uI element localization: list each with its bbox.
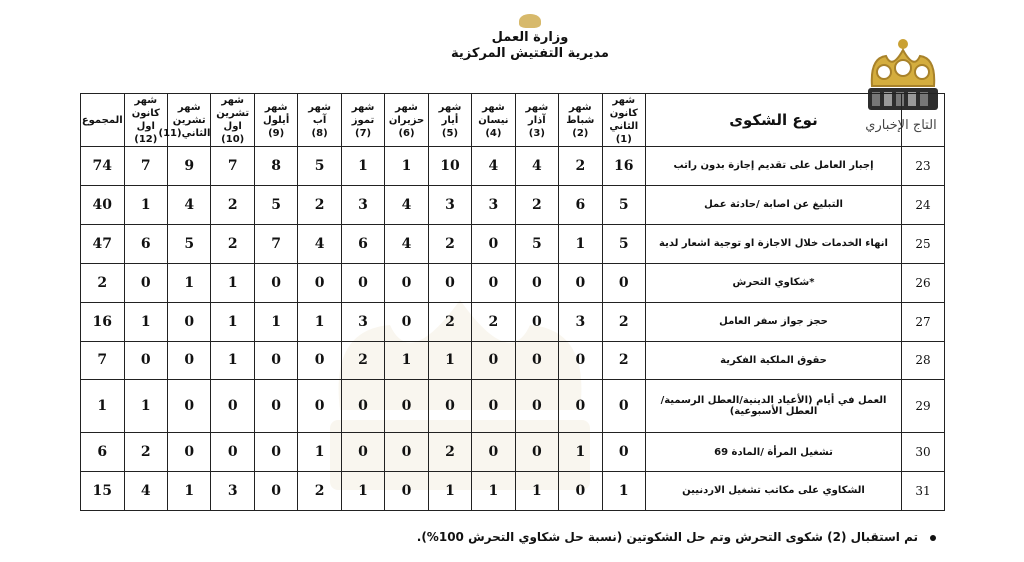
month-12-value: 0 <box>124 263 167 302</box>
row-total: 7 <box>81 341 125 380</box>
month-3-value: 2 <box>515 185 558 224</box>
month-9-value: 0 <box>254 341 297 380</box>
month-10-value: 3 <box>211 471 254 510</box>
month-2-value: 3 <box>559 302 602 341</box>
month-10-value: 2 <box>211 224 254 263</box>
month-5-value: 0 <box>428 263 471 302</box>
month-6-value: 0 <box>385 433 428 472</box>
row-number: 26 <box>902 263 945 302</box>
month-7-value: 1 <box>341 147 384 186</box>
month-header-8: شهر آب (8) <box>298 94 341 147</box>
month-5-value: 1 <box>428 341 471 380</box>
document-header <box>380 14 680 62</box>
month-3-value: 0 <box>515 433 558 472</box>
month-4-value: 3 <box>472 185 515 224</box>
month-8-value: 0 <box>298 341 341 380</box>
month-11-value: 4 <box>168 185 211 224</box>
month-4-value: 1 <box>472 471 515 510</box>
month-1-value: 5 <box>602 185 645 224</box>
row-number: 30 <box>902 433 945 472</box>
month-10-value: 0 <box>211 380 254 433</box>
month-6-value: 0 <box>385 380 428 433</box>
month-3-value: 0 <box>515 341 558 380</box>
month-8-value: 1 <box>298 433 341 472</box>
month-10-value: 1 <box>211 302 254 341</box>
bullet-icon <box>930 535 936 541</box>
month-8-value: 4 <box>298 224 341 263</box>
month-1-value: 5 <box>602 224 645 263</box>
month-10-value: 7 <box>211 147 254 186</box>
month-header-7: شهر تموز (7) <box>341 94 384 147</box>
complaint-type: العمل في أيام (الأعياد الدينية/العطل الرسمية/العطل الأسبوعية) <box>646 380 902 433</box>
month-2-value: 1 <box>559 224 602 263</box>
row-total: 16 <box>81 302 125 341</box>
table-row <box>81 380 945 433</box>
month-4-value: 0 <box>472 380 515 433</box>
row-total: 74 <box>81 147 125 186</box>
month-12-value: 4 <box>124 471 167 510</box>
month-10-value: 2 <box>211 185 254 224</box>
month-3-value: 5 <box>515 224 558 263</box>
month-7-value: 3 <box>341 185 384 224</box>
month-8-value: 1 <box>298 302 341 341</box>
month-11-value: 0 <box>168 380 211 433</box>
month-12-value: 1 <box>124 380 167 433</box>
month-9-value: 0 <box>254 471 297 510</box>
row-total: 40 <box>81 185 125 224</box>
month-header-11: شهر تشرين الثاني(11) <box>168 94 211 147</box>
month-10-value: 1 <box>211 341 254 380</box>
month-11-value: 0 <box>168 341 211 380</box>
month-11-value: 9 <box>168 147 211 186</box>
row-number: 28 <box>902 341 945 380</box>
month-1-value: 16 <box>602 147 645 186</box>
month-3-value: 1 <box>515 471 558 510</box>
month-2-value: 0 <box>559 471 602 510</box>
month-header-3: شهر آذار (3) <box>515 94 558 147</box>
month-header-6: شهر حزيران (6) <box>385 94 428 147</box>
month-10-value: 1 <box>211 263 254 302</box>
complaint-type: حجز جواز سفر العامل <box>646 302 902 341</box>
month-7-value: 6 <box>341 224 384 263</box>
month-2-value: 0 <box>559 341 602 380</box>
table-row <box>81 341 945 380</box>
row-number: 23 <box>902 147 945 186</box>
complaints-table <box>80 93 945 511</box>
month-6-value: 0 <box>385 302 428 341</box>
month-1-value: 0 <box>602 380 645 433</box>
month-6-value: 0 <box>385 263 428 302</box>
table-body <box>81 147 945 511</box>
month-5-value: 1 <box>428 471 471 510</box>
complaint-type: حقوق الملكية الفكرية <box>646 341 902 380</box>
month-11-value: 1 <box>168 263 211 302</box>
month-9-value: 1 <box>254 302 297 341</box>
month-9-value: 7 <box>254 224 297 263</box>
month-1-value: 0 <box>602 263 645 302</box>
complaint-type: إجبار العامل على تقديم إجازة بدون راتب <box>646 147 902 186</box>
table-row <box>81 263 945 302</box>
month-5-value: 0 <box>428 380 471 433</box>
complaint-type: تشغيل المرأة /المادة 69 <box>646 433 902 472</box>
month-12-value: 1 <box>124 302 167 341</box>
table-row <box>81 433 945 472</box>
month-7-value: 0 <box>341 380 384 433</box>
month-7-value: 1 <box>341 471 384 510</box>
month-8-value: 2 <box>298 185 341 224</box>
month-header-4: شهر نيسان (4) <box>472 94 515 147</box>
table-row <box>81 185 945 224</box>
month-3-value: 0 <box>515 263 558 302</box>
month-4-value: 4 <box>472 147 515 186</box>
month-3-value: 0 <box>515 380 558 433</box>
month-12-value: 2 <box>124 433 167 472</box>
month-8-value: 0 <box>298 263 341 302</box>
month-6-value: 4 <box>385 185 428 224</box>
table-row <box>81 224 945 263</box>
month-2-value: 6 <box>559 185 602 224</box>
month-4-value: 0 <box>472 263 515 302</box>
row-number: 24 <box>902 185 945 224</box>
month-header-5: شهر أيار (5) <box>428 94 471 147</box>
logo-wordmark: التاج الإخباري <box>865 118 937 133</box>
month-1-value: 2 <box>602 302 645 341</box>
month-2-value: 0 <box>559 380 602 433</box>
row-number: 27 <box>902 302 945 341</box>
month-12-value: 1 <box>124 185 167 224</box>
complaint-type: *شكاوي التحرش <box>646 263 902 302</box>
month-7-value: 0 <box>341 433 384 472</box>
month-1-value: 0 <box>602 433 645 472</box>
month-9-value: 0 <box>254 433 297 472</box>
month-header-2: شهر شباط (2) <box>559 94 602 147</box>
month-5-value: 2 <box>428 224 471 263</box>
table-row <box>81 302 945 341</box>
month-11-value: 0 <box>168 433 211 472</box>
complaint-type: انهاء الخدمات خلال الاجازة او توجية اشعار لدية <box>646 224 902 263</box>
month-6-value: 4 <box>385 224 428 263</box>
month-5-value: 10 <box>428 147 471 186</box>
row-number: 31 <box>902 471 945 510</box>
month-12-value: 7 <box>124 147 167 186</box>
month-4-value: 0 <box>472 341 515 380</box>
complaint-type-header: نوع الشكوى <box>646 94 902 147</box>
month-9-value: 0 <box>254 263 297 302</box>
month-11-value: 0 <box>168 302 211 341</box>
month-1-value: 1 <box>602 471 645 510</box>
month-1-value: 2 <box>602 341 645 380</box>
row-total: 1 <box>81 380 125 433</box>
complaint-type: الشكاوي على مكاتب تشغيل الاردنيين <box>646 471 902 510</box>
month-2-value: 1 <box>559 433 602 472</box>
row-total: 2 <box>81 263 125 302</box>
month-5-value: 2 <box>428 302 471 341</box>
month-4-value: 0 <box>472 224 515 263</box>
month-11-value: 1 <box>168 471 211 510</box>
month-header-9: شهر أيلول (9) <box>254 94 297 147</box>
complaint-type: التبليغ عن اصابة /حادثة عمل <box>646 185 902 224</box>
month-10-value: 0 <box>211 433 254 472</box>
table-row <box>81 471 945 510</box>
month-8-value: 0 <box>298 380 341 433</box>
month-11-value: 5 <box>168 224 211 263</box>
table-row <box>81 147 945 186</box>
month-9-value: 0 <box>254 380 297 433</box>
row-number-header <box>902 94 945 147</box>
total-header: المجموع <box>81 94 125 147</box>
month-4-value: 0 <box>472 433 515 472</box>
month-5-value: 3 <box>428 185 471 224</box>
crown-emblem-icon <box>519 14 541 28</box>
month-6-value: 1 <box>385 147 428 186</box>
month-header-1: شهر كانون الثاني (1) <box>602 94 645 147</box>
month-12-value: 6 <box>124 224 167 263</box>
month-9-value: 5 <box>254 185 297 224</box>
footnote-text: تم استقبال (2) شكوى التحرش وتم حل الشكوتين (نسبة حل شكاوي التحرش 100%). <box>416 530 918 544</box>
month-7-value: 0 <box>341 263 384 302</box>
month-header-10: شهر تشرين اول (10) <box>211 94 254 147</box>
month-2-value: 0 <box>559 263 602 302</box>
row-number: 29 <box>902 380 945 433</box>
month-header-12: شهر كانون اول (12) <box>124 94 167 147</box>
ministry-title: وزارة العمل <box>491 30 569 45</box>
month-8-value: 5 <box>298 147 341 186</box>
month-6-value: 1 <box>385 341 428 380</box>
month-6-value: 0 <box>385 471 428 510</box>
row-total: 15 <box>81 471 125 510</box>
month-2-value: 2 <box>559 147 602 186</box>
month-12-value: 0 <box>124 341 167 380</box>
row-number: 25 <box>902 224 945 263</box>
month-9-value: 8 <box>254 147 297 186</box>
month-3-value: 4 <box>515 147 558 186</box>
month-3-value: 0 <box>515 302 558 341</box>
month-7-value: 2 <box>341 341 384 380</box>
month-7-value: 3 <box>341 302 384 341</box>
row-total: 6 <box>81 433 125 472</box>
table-header-row <box>81 94 945 147</box>
row-total: 47 <box>81 224 125 263</box>
month-4-value: 2 <box>472 302 515 341</box>
month-8-value: 2 <box>298 471 341 510</box>
directorate-title: مديرية التفتيش المركزية <box>451 46 609 61</box>
month-5-value: 2 <box>428 433 471 472</box>
footnote <box>417 530 936 544</box>
